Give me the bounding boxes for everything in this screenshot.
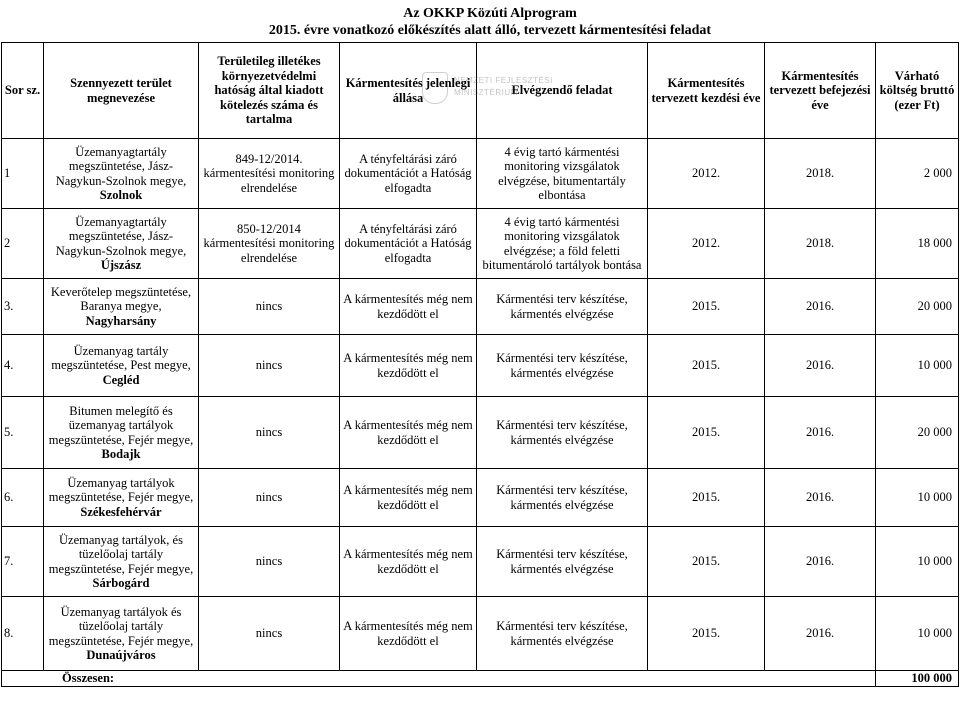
cell-cost: 10 000 bbox=[876, 597, 959, 671]
cell-area bbox=[44, 335, 199, 397]
header-cost: Várható költség bruttó (ezer Ft) bbox=[876, 43, 959, 139]
cell-area bbox=[44, 279, 199, 335]
cell-task: Kármentési terv készítése, kármentés elvégzése bbox=[477, 335, 648, 397]
cell-no: 6. bbox=[2, 469, 44, 527]
area-location: Dunaújváros bbox=[86, 647, 156, 662]
cell-no: 7. bbox=[2, 527, 44, 597]
cell-area bbox=[44, 397, 199, 469]
cell-task: Kármentési terv készítése, kármentés elvégzése bbox=[477, 279, 648, 335]
header-status: Kármentesítés jelenlegi állása bbox=[340, 43, 477, 139]
total-row bbox=[2, 671, 959, 687]
area-location: Sárbogárd bbox=[92, 575, 150, 590]
document-subtitle: 2015. évre vonatkozó előkészítés alatt álló, tervezett kármentesítési feladat bbox=[268, 23, 712, 38]
cell-authority: nincs bbox=[199, 335, 340, 397]
cell-start: 2015. bbox=[648, 527, 765, 597]
table-row bbox=[2, 279, 959, 335]
table-row bbox=[2, 139, 959, 209]
table-row bbox=[2, 469, 959, 527]
cell-task: Kármentési terv készítése, kármentés elvégzése bbox=[477, 397, 648, 469]
cell-start: 2015. bbox=[648, 469, 765, 527]
cell-start: 2012. bbox=[648, 209, 765, 279]
cell-area bbox=[44, 209, 199, 279]
header-authority: Területileg illetékes környezetvédelmi hatóság által kiadott kötelezés száma és tartalma bbox=[199, 43, 340, 139]
cell-cost: 20 000 bbox=[876, 279, 959, 335]
cell-status: A kármentesítés még nem kezdődött el bbox=[340, 527, 477, 597]
table-row bbox=[2, 597, 959, 671]
watermark-line2: MINISZTÉRIUM bbox=[454, 88, 518, 97]
cell-status: A tényfeltárási záró dokumentációt a Hatóság elfogadta bbox=[340, 139, 477, 209]
cell-area bbox=[44, 597, 199, 671]
cell-task: Kármentési terv készítése, kármentés elvégzése bbox=[477, 597, 648, 671]
cell-end: 2016. bbox=[765, 335, 876, 397]
table-row bbox=[2, 397, 959, 469]
cell-end: 2016. bbox=[765, 469, 876, 527]
cell-cost: 2 000 bbox=[876, 139, 959, 209]
cell-end: 2018. bbox=[765, 209, 876, 279]
cell-area bbox=[44, 527, 199, 597]
cell-cost: 20 000 bbox=[876, 397, 959, 469]
cell-end: 2016. bbox=[765, 527, 876, 597]
cell-end: 2016. bbox=[765, 279, 876, 335]
area-description: Bitumen melegítő és üzemanyag tartályok megszüntetése, Fejér megye, bbox=[48, 403, 194, 447]
area-description: Üzemanyag tartályok megszüntetése, Fejér megye, bbox=[48, 475, 194, 505]
cell-authority: nincs bbox=[199, 279, 340, 335]
cell-cost: 10 000 bbox=[876, 335, 959, 397]
cell-end: 2018. bbox=[765, 139, 876, 209]
cell-start: 2015. bbox=[648, 335, 765, 397]
cell-no: 2 bbox=[2, 209, 44, 279]
cell-authority: 849-12/2014. kármentesítési monitoring elrendelése bbox=[199, 139, 340, 209]
cell-task: Kármentési terv készítése, kármentés elvégzése bbox=[477, 469, 648, 527]
document-header bbox=[0, 6, 960, 39]
cell-cost: 18 000 bbox=[876, 209, 959, 279]
cell-no: 4. bbox=[2, 335, 44, 397]
area-location: Székesfehérvár bbox=[80, 504, 162, 519]
cell-no: 8. bbox=[2, 597, 44, 671]
remediation-table bbox=[1, 42, 959, 687]
cell-task: 4 évig tartó kármentési monitoring vizsgálatok elvégzése; a föld feletti bitumentároló tartályok bontása bbox=[477, 209, 648, 279]
cell-cost: 10 000 bbox=[876, 527, 959, 597]
cell-cost: 10 000 bbox=[876, 469, 959, 527]
header-start: Kármentesítés tervezett kezdési éve bbox=[648, 43, 765, 139]
area-description: Üzemanyag tartályok, és tüzelőolaj tartály megszüntetése, Fejér megye, bbox=[48, 532, 194, 576]
cell-status: A kármentesítés még nem kezdődött el bbox=[340, 397, 477, 469]
table-row bbox=[2, 527, 959, 597]
area-description: Üzemanyagtartály megszüntetése, Jász-Nagykun-Szolnok megye, bbox=[55, 214, 187, 258]
cell-task: Kármentési terv készítése, kármentés elvégzése bbox=[477, 527, 648, 597]
total-label: Összesen: bbox=[2, 671, 876, 687]
cell-no: 5. bbox=[2, 397, 44, 469]
cell-end: 2016. bbox=[765, 397, 876, 469]
area-location: Nagyharsány bbox=[85, 313, 157, 328]
cell-area bbox=[44, 469, 199, 527]
cell-start: 2015. bbox=[648, 397, 765, 469]
area-description: Üzemanyagtartály megszüntetése, Jász-Nagykun-Szolnok megye, bbox=[55, 144, 187, 188]
area-location: Szolnok bbox=[99, 187, 143, 202]
header-area: Szennyezett terület megnevezése bbox=[44, 43, 199, 139]
cell-start: 2015. bbox=[648, 597, 765, 671]
cell-no: 3. bbox=[2, 279, 44, 335]
area-location: Cegléd bbox=[102, 372, 140, 387]
cell-status: A kármentesítés még nem kezdődött el bbox=[340, 597, 477, 671]
header-no: Sor sz. bbox=[2, 43, 44, 139]
cell-end: 2016. bbox=[765, 597, 876, 671]
cell-no: 1 bbox=[2, 139, 44, 209]
document-title: Az OKKP Közúti Alprogram bbox=[403, 6, 577, 21]
cell-start: 2015. bbox=[648, 279, 765, 335]
table-row bbox=[2, 335, 959, 397]
cell-status: A kármentesítés még nem kezdődött el bbox=[340, 335, 477, 397]
cell-area bbox=[44, 139, 199, 209]
area-location: Bodajk bbox=[101, 446, 141, 461]
cell-authority: nincs bbox=[199, 469, 340, 527]
cell-status: A kármentesítés még nem kezdődött el bbox=[340, 469, 477, 527]
cell-authority: 850-12/2014 kármentesítési monitoring elrendelése bbox=[199, 209, 340, 279]
header-row bbox=[2, 43, 959, 139]
header-task: Elvégzendő feladat bbox=[477, 43, 648, 139]
area-description: Üzemanyag tartály megszüntetése, Pest megye, bbox=[51, 343, 191, 373]
cell-task: 4 évig tartó kármentési monitoring vizsgálatok elvégzése, bitumentartály elbontása bbox=[477, 139, 648, 209]
cell-start: 2012. bbox=[648, 139, 765, 209]
cell-status: A kármentesítés még nem kezdődött el bbox=[340, 279, 477, 335]
header-end: Kármentesítés tervezett befejezési éve bbox=[765, 43, 876, 139]
area-description: Üzemanyag tartályok és tüzelőolaj tartály megszüntetése, Fejér megye, bbox=[48, 604, 194, 648]
cell-authority: nincs bbox=[199, 527, 340, 597]
total-value: 100 000 bbox=[876, 671, 959, 687]
cell-authority: nincs bbox=[199, 397, 340, 469]
cell-authority: nincs bbox=[199, 597, 340, 671]
area-description: Keverőtelep megszüntetése, Baranya megye, bbox=[50, 284, 192, 314]
watermark-line1: NEMZETI FEJLESZTÉSI bbox=[454, 76, 553, 85]
table-row bbox=[2, 209, 959, 279]
cell-status: A tényfeltárási záró dokumentációt a Hatóság elfogadta bbox=[340, 209, 477, 279]
area-location: Újszász bbox=[100, 257, 142, 272]
